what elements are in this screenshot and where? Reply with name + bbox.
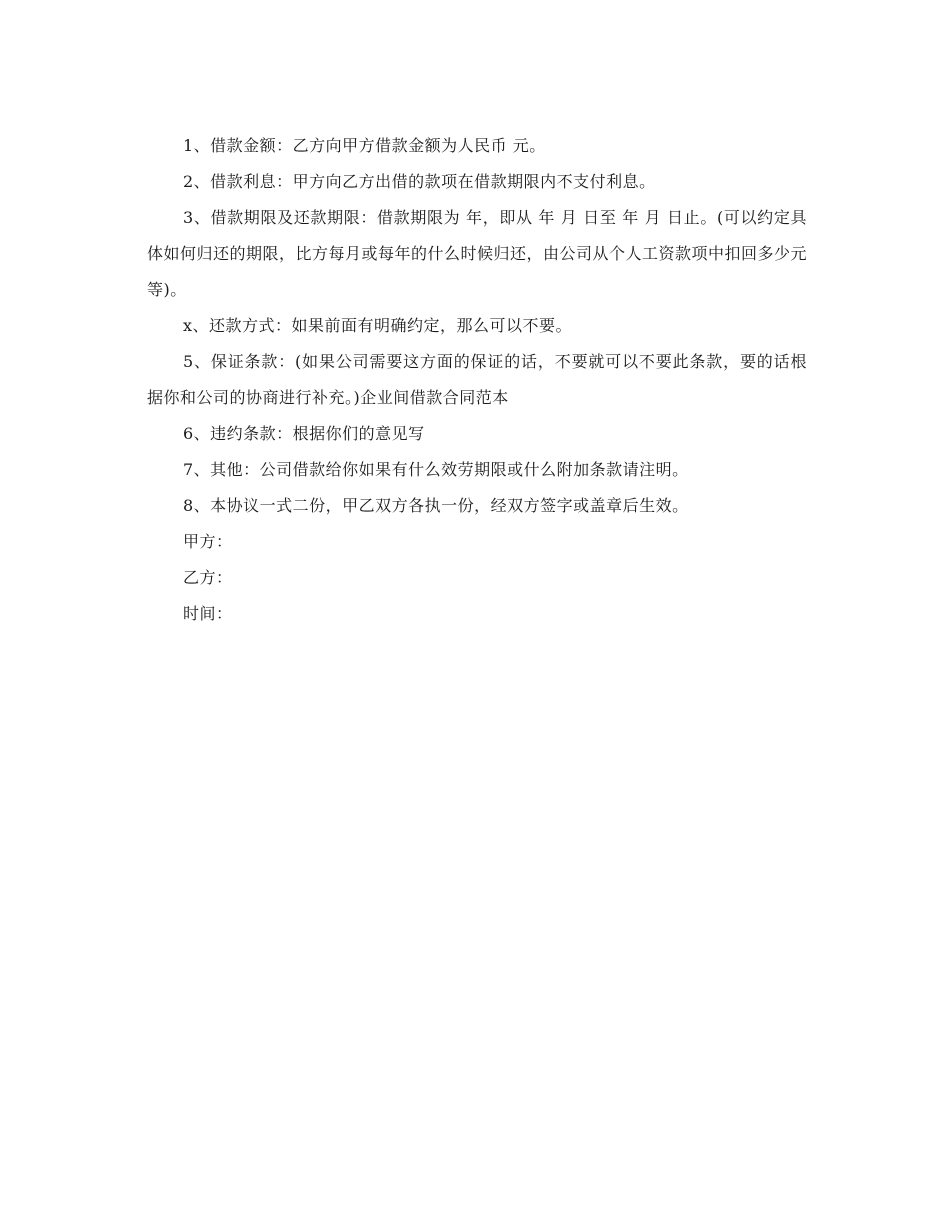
clause-loan-term: 3、借款期限及还款期限：借款期限为 年，即从 年 月 日至 年 月 日止。(可以约定具体如何归还的期限，比方每月或每年的什么时候归还，由公司从个人工资款项中扣回多少元等)。 — [147, 208, 808, 299]
clause-loan-amount: 1、借款金额：乙方向甲方借款金额为人民币 元。 — [183, 136, 546, 155]
signature-party-b: 乙方： — [183, 568, 233, 587]
signature-time: 时间： — [183, 604, 233, 623]
signature-party-a: 甲方： — [183, 532, 233, 551]
clause-copies: 8、本协议一式二份，甲乙双方各执一份，经双方签字或盖章后生效。 — [183, 496, 689, 515]
clause-repayment-method: x、还款方式：如果前面有明确约定，那么可以不要。 — [183, 316, 573, 335]
clause-loan-interest: 2、借款利息：甲方向乙方出借的款项在借款期限内不支付利息。 — [183, 172, 656, 191]
document-body — [147, 128, 807, 632]
clause-other: 7、其他：公司借款给你如果有什么效劳期限或什么附加条款请注明。 — [183, 460, 689, 479]
clause-breach: 6、违约条款：根据你们的意见写 — [183, 424, 425, 443]
clause-guarantee: 5、保证条款：(如果公司需要这方面的保证的话，不要就可以不要此条款，要的话根据你和公司的协商进行补充。)企业间借款合同范本 — [147, 352, 807, 407]
